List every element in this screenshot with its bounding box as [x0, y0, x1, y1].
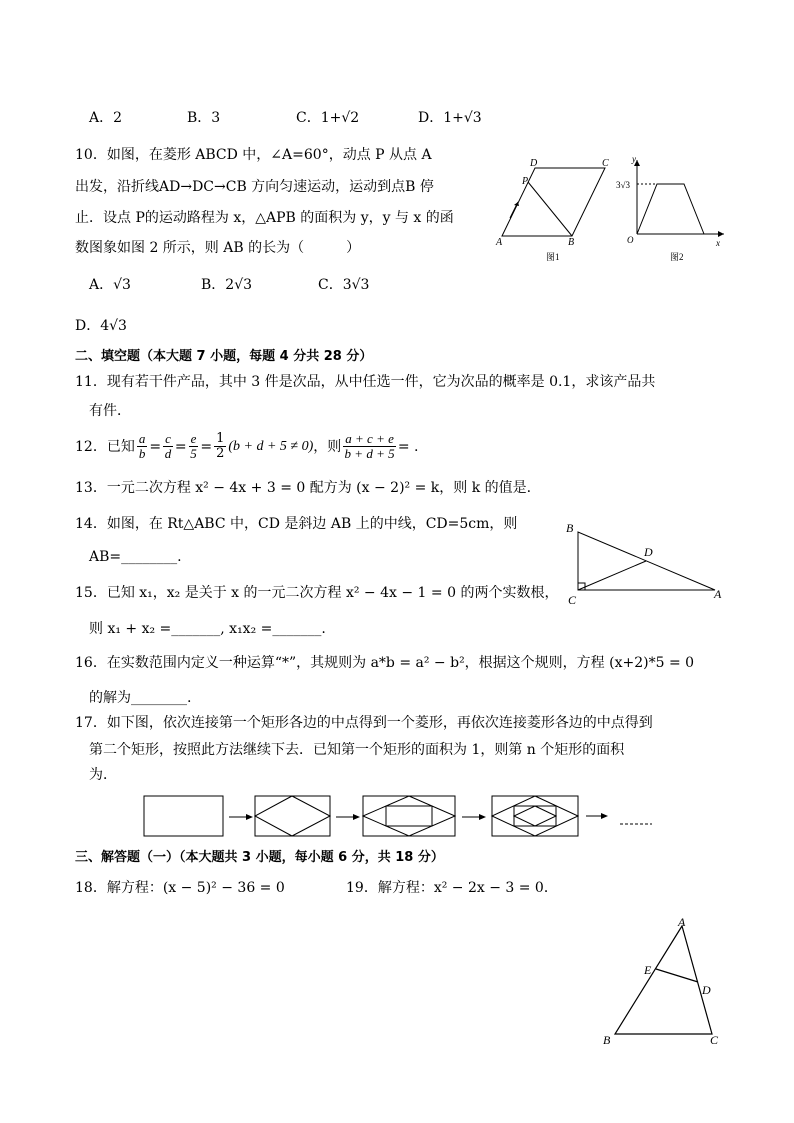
label-C: C: [602, 158, 609, 169]
q13-line: 13．一元二次方程 x² − 4x + 3 = 0 配方为 (x − 2)² = k，则 k 的值是.: [75, 480, 532, 496]
label-x: x: [716, 238, 720, 248]
q10-line1: 10．如图，在菱形 ABCD 中，∠A=60°，动点 P 从点 A: [75, 147, 432, 163]
q12-line: 12．已知 $\frac{a}{b}$ = $\frac{c}{d}$ = $\frac{e}{5}$ = $\frac{1}{2}$ (b + d + 5 ≠ 0) ，则 $\frac{a + c + e}{b + d + 5}$ = .: [75, 431, 419, 461]
q10-line4: 数图象如图 2 所示，则 AB 的长为（ ）: [75, 240, 361, 256]
label-A: A: [714, 587, 722, 601]
q10-option-d: D．4√3: [75, 318, 127, 334]
section3-heading: 三、解答题（一）（本大题共 3 小题，每小题 6 分，共 18 分）: [75, 850, 444, 865]
label-O: O: [627, 235, 634, 245]
q9-option-d: D．1+√3: [418, 110, 482, 126]
label-C: C: [568, 593, 577, 607]
triangle-abc-figure: [598, 912, 728, 1047]
q12-prefix: 12．已知: [75, 438, 135, 455]
q19-line: 19．解方程：x² − 2x − 3 = 0．: [346, 880, 558, 896]
label-D: D: [702, 983, 711, 997]
q10-line3: 止．设点 P的运动路程为 x，△APB 的面积为 y，y 与 x 的函: [75, 210, 454, 226]
q12-frac-e5: $\frac{e}{5}$: [190, 431, 197, 461]
q16-line2: 的解为________.: [89, 690, 192, 706]
q10-figure2-graph: [612, 150, 727, 265]
q14-line1: 14．如图，在 Rt△ABC 中，CD 是斜边 AB 上的中线，CD=5cm，则: [75, 516, 518, 532]
q10-figure1-rhombus: [490, 150, 620, 265]
label-B: B: [568, 237, 575, 248]
q9-option-a: A．2: [89, 110, 123, 126]
q12-frac-ab: $\frac{a}{b}$: [138, 431, 146, 461]
q14-figure-triangle: [560, 518, 730, 608]
label-B: B: [603, 1033, 611, 1047]
section2-heading: 二、填空题（本大题 7 小题，每题 4 分共 28 分）: [75, 349, 373, 364]
q9-option-b: B．3: [187, 110, 221, 126]
label-P: P: [522, 176, 529, 187]
q15-line2: 则 x₁ + x₂ =_______, x₁x₂ =_______.: [89, 621, 326, 637]
q14-line2: AB=________.: [89, 549, 182, 565]
q10-option-c: C．3√3: [318, 277, 370, 293]
label-y: y: [632, 154, 636, 164]
q10-option-b: B．2√3: [201, 277, 253, 293]
q12-frac-result: $\frac{a + c + e}{b + d + 5}$: [344, 431, 395, 461]
label-A: A: [678, 915, 686, 929]
q11-line2: 有件．: [89, 403, 131, 419]
q17-line2: 第二个矩形，按照此方法继续下去．已知第一个矩形的面积为 1，则第 n 个矩形的面积: [89, 742, 625, 758]
q12-frac-half: $\frac{1}{2}$: [216, 431, 225, 461]
label-B: B: [566, 521, 574, 535]
q16-line1: 16．在实数范围内定义一种运算“*”，其规则为 a*b = a² − b²，根据这个规则，方程 (x+2)*5 = 0: [75, 655, 695, 671]
q17-figure-sequence: [140, 790, 660, 840]
q10-option-a: A．√3: [89, 277, 131, 293]
label-D: D: [644, 545, 653, 559]
label-C: C: [710, 1033, 719, 1047]
fig2-y-value: 3√3: [616, 180, 630, 190]
q12-frac-cd: $\frac{c}{d}$: [164, 431, 172, 461]
fig1-caption: 图1: [546, 252, 560, 262]
q9-option-c: C．1+√2: [296, 110, 360, 126]
q11-line1: 11．现有若干件产品，其中 3 件是次品，从中任选一件，它为次品的概率是 0.1，求该产品共: [75, 374, 656, 390]
q15-line1: 15．已知 x₁，x₂ 是关于 x 的一元二次方程 x² − 4x − 1 = 0 的两个实数根，: [75, 585, 559, 601]
label-E: E: [644, 963, 652, 977]
label-A: A: [496, 237, 503, 248]
q18-line: 18．解方程：(x − 5)² − 36 = 0: [75, 880, 285, 896]
q10-line2: 出发，沿折线AD→DC→CB 方向匀速运动，运动到点B 停: [75, 179, 434, 195]
fig2-caption: 图2: [670, 252, 684, 262]
label-D: D: [530, 158, 538, 169]
q17-line1: 17．如下图，依次连接第一个矩形各边的中点得到一个菱形，再依次连接菱形各边的中点得到: [75, 715, 653, 731]
q17-line3: 为．: [89, 767, 117, 783]
